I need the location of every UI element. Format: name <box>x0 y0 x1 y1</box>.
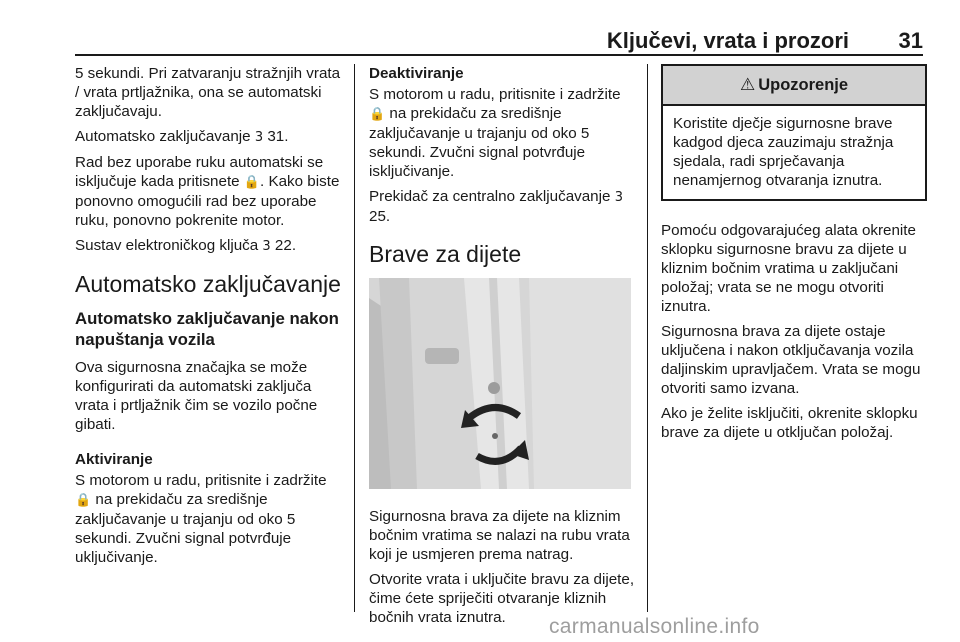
subsection-heading: Automatsko zaključavanje nakon napuštanja vozila <box>75 309 339 349</box>
paragraph: Otvorite vrata i uključite bravu za dijete, čime ćete spriječiti otvaranje kliznih bočnih vrata iznutra. <box>369 571 635 626</box>
deactivation-heading: Deaktiviranje <box>369 65 464 82</box>
warning-text: Koristite dječje sigurnosne brave kadgod djeca zauzimaju stražnja sjedala, radi sprječavanja nenamjernog otvaranja iznutra. <box>673 115 894 189</box>
warning-header <box>663 66 925 106</box>
warning-box <box>661 64 927 201</box>
warning-title: Upozorenje <box>758 76 849 94</box>
reference-arrow-icon: 3 <box>614 190 623 205</box>
column-left <box>75 64 343 573</box>
child-lock-illustration <box>369 278 631 489</box>
cross-reference: Automatsko zaključavanje 3 31. <box>75 128 289 145</box>
lock-icon: 🔒 <box>243 175 261 190</box>
column-divider <box>354 64 355 612</box>
column-divider <box>647 64 648 612</box>
chapter-title: Ključevi, vrata i prozori <box>606 28 849 53</box>
section-heading: Brave za dijete <box>369 241 522 267</box>
paragraph: Pomoću odgovarajućeg alata okrenite sklopku sigurnosne bravu za dijete u kliznim bočnim vratima u zaključani položaj; vrata se ne mogu otvoriti iznutra. <box>661 222 916 315</box>
paragraph: S motorom u radu, pritisnite i zadržite 🔒 na prekidaču za središnje zaključavanje u trajanju od oko 5 sekundi. Zvučni signal potvrđuje isključivanje. <box>369 86 621 180</box>
cross-reference: Sustav elektroničkog ključa 3 22. <box>75 237 297 254</box>
paragraph: 5 sekundi. Pri zatvaranju stražnjih vrata / vrata prtljažnika, ona se automatski zaključavaju. <box>75 65 341 120</box>
reference-arrow-icon: 3 <box>254 130 264 145</box>
section-heading: Automatsko zaključavanje <box>75 271 341 297</box>
cross-reference: Prekidač za centralno zaključavanje 3 25. <box>369 188 623 225</box>
watermark: carmanualsonline.info <box>549 615 760 638</box>
paragraph: Ova sigurnosna značajka se može konfigurirati da automatski zaključa vrata i prtljažnik čim se vozilo počne gibati. <box>75 359 318 433</box>
reference-arrow-icon: 3 <box>262 239 271 254</box>
paragraph: Ako je želite isključiti, okrenite sklopku brave za dijete u otključan položaj. <box>661 405 918 441</box>
column-middle <box>369 64 635 633</box>
lock-icon: 🔒 <box>369 107 386 122</box>
warning-icon: ⚠ <box>739 75 756 94</box>
activation-heading: Aktiviranje <box>75 451 153 468</box>
page-number: 31 <box>898 28 923 53</box>
lock-icon: 🔒 <box>75 493 92 508</box>
header-rule <box>75 54 923 56</box>
paragraph: S motorom u radu, pritisnite i zadržite 🔒 na prekidaču za središnje zaključavanje u trajanju od oko 5 sekundi. Zvučni signal potvrđuje uključivanje. <box>75 472 327 566</box>
page-header <box>75 22 923 56</box>
paragraph: Rad bez uporabe ruku automatski se isključuje kada pritisnete 🔒. Kako biste ponovno omogućili rad bez uporabe ruku, ponovno pokrenite motor. <box>75 154 340 229</box>
column-right <box>661 64 927 448</box>
paragraph: Sigurnosna brava za dijete na kliznim bočnim vratima se nalazi na rubu vrata koji je usmjeren prema natrag. <box>369 508 630 563</box>
paragraph: Sigurnosna brava za dijete ostaje uključena i nakon otključavanja vozila daljinskim upravljačem. Vrata se mogu otvoriti samo izvana. <box>661 323 921 397</box>
